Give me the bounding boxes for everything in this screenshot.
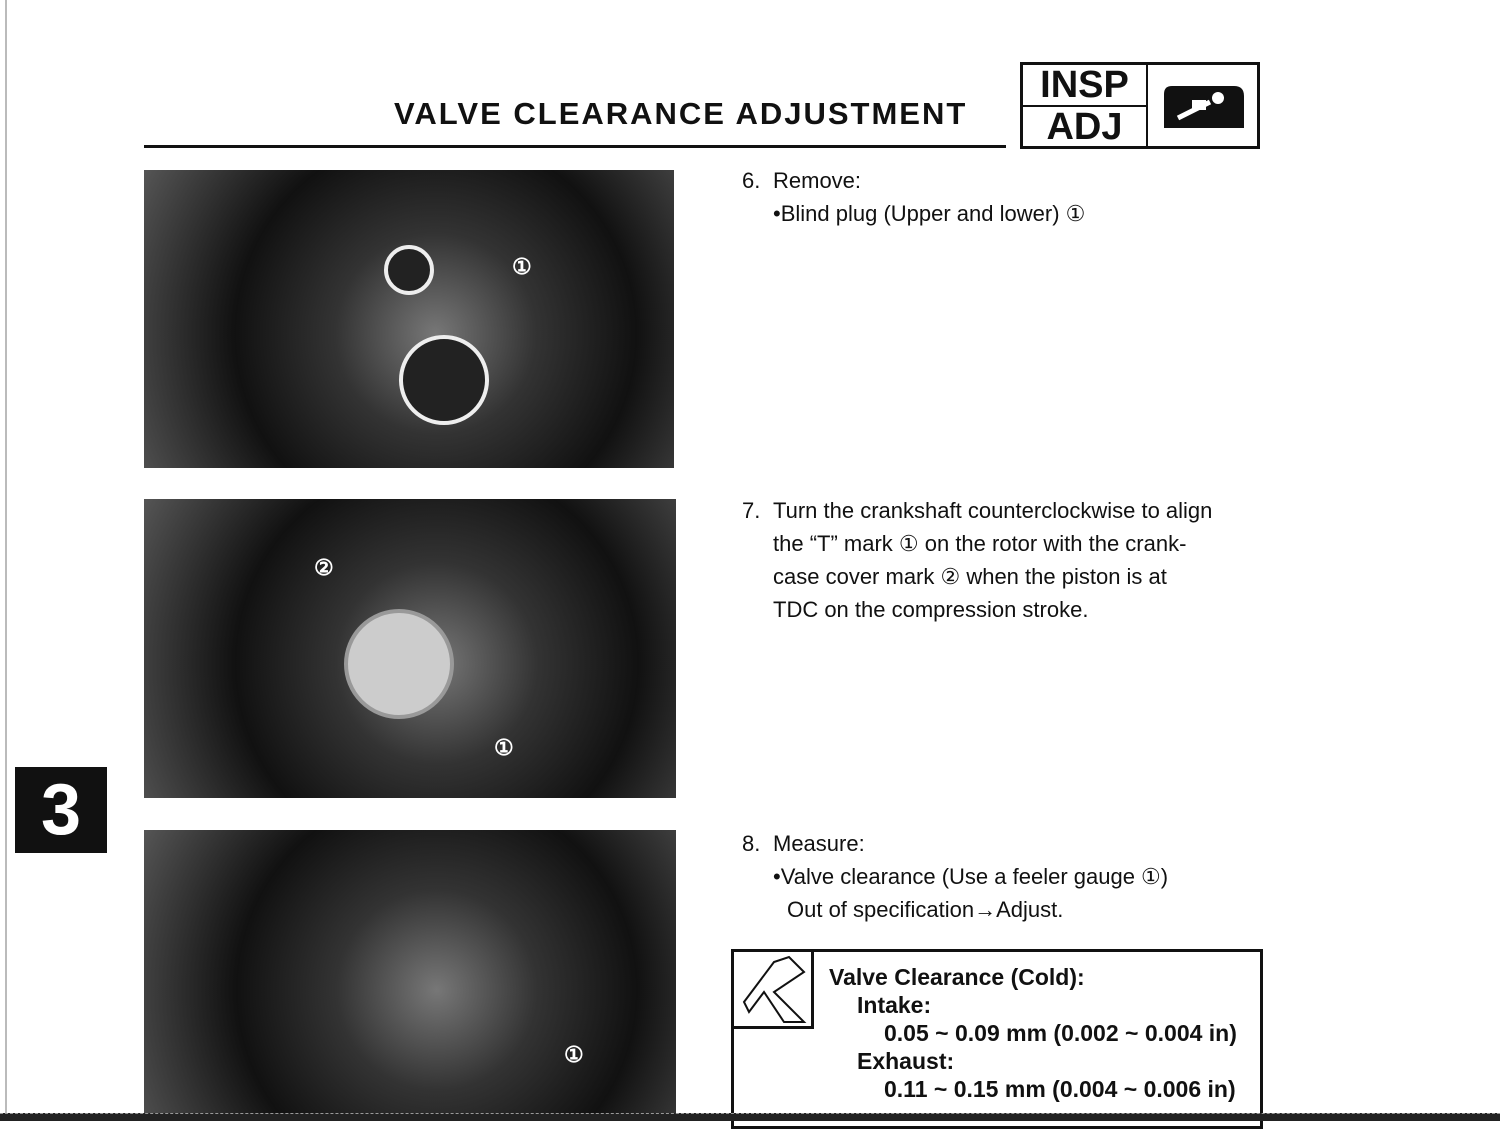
step-6: [742, 164, 1085, 230]
photo-callout: ②: [314, 555, 334, 580]
title-rule: [144, 145, 1006, 148]
step-line: Measure:: [773, 831, 865, 856]
caliper-icon: [734, 952, 814, 1029]
intake-label: Intake:: [857, 992, 932, 1018]
exhaust-value: 0.11 ~ 0.15 mm (0.004 ~ 0.006 in): [884, 1076, 1236, 1102]
exhaust-label: Exhaust:: [857, 1048, 955, 1074]
photo-callout: ①: [494, 735, 514, 760]
step-line: Out of specification→Adjust.: [787, 897, 1064, 922]
insp-adj-badge: [1020, 62, 1260, 149]
engine-cover-photo: [144, 170, 674, 468]
badge-insp: INSP: [1023, 65, 1146, 107]
page-left-border: [5, 0, 7, 1113]
wrench-hand-icon: [1148, 65, 1257, 146]
step-number: 6.: [742, 168, 761, 193]
step-line: case cover mark ② when the piston is at: [773, 564, 1167, 589]
step-line: TDC on the compression stroke.: [773, 597, 1089, 622]
timing-mark-photo: [144, 499, 676, 798]
chapter-tab: 3: [15, 767, 107, 853]
step-number: 8.: [742, 831, 761, 856]
step-line: Remove:: [773, 168, 862, 193]
badge-adj: ADJ: [1046, 106, 1123, 148]
page-bottom-edge: [0, 1113, 1500, 1121]
step-7: [742, 494, 1212, 626]
photo-callout: ①: [512, 254, 532, 279]
page-title: VALVE CLEARANCE ADJUSTMENT: [394, 96, 968, 131]
step-line: •Blind plug (Upper and lower) ①: [773, 201, 1086, 226]
step-8: [742, 827, 1168, 926]
spec-box: [731, 949, 1263, 1129]
spec-title: Valve Clearance (Cold):: [829, 964, 1085, 990]
step-number: 7.: [742, 498, 761, 523]
photo-callout: ①: [564, 1042, 584, 1067]
step-line: •Valve clearance (Use a feeler gauge ①): [773, 864, 1169, 889]
step-line: the “T” mark ① on the rotor with the crank-: [773, 531, 1187, 556]
feeler-gauge-photo: [144, 830, 676, 1121]
intake-value: 0.05 ~ 0.09 mm (0.002 ~ 0.004 in): [884, 1020, 1237, 1046]
step-line: Turn the crankshaft counterclockwise to align: [773, 498, 1213, 523]
